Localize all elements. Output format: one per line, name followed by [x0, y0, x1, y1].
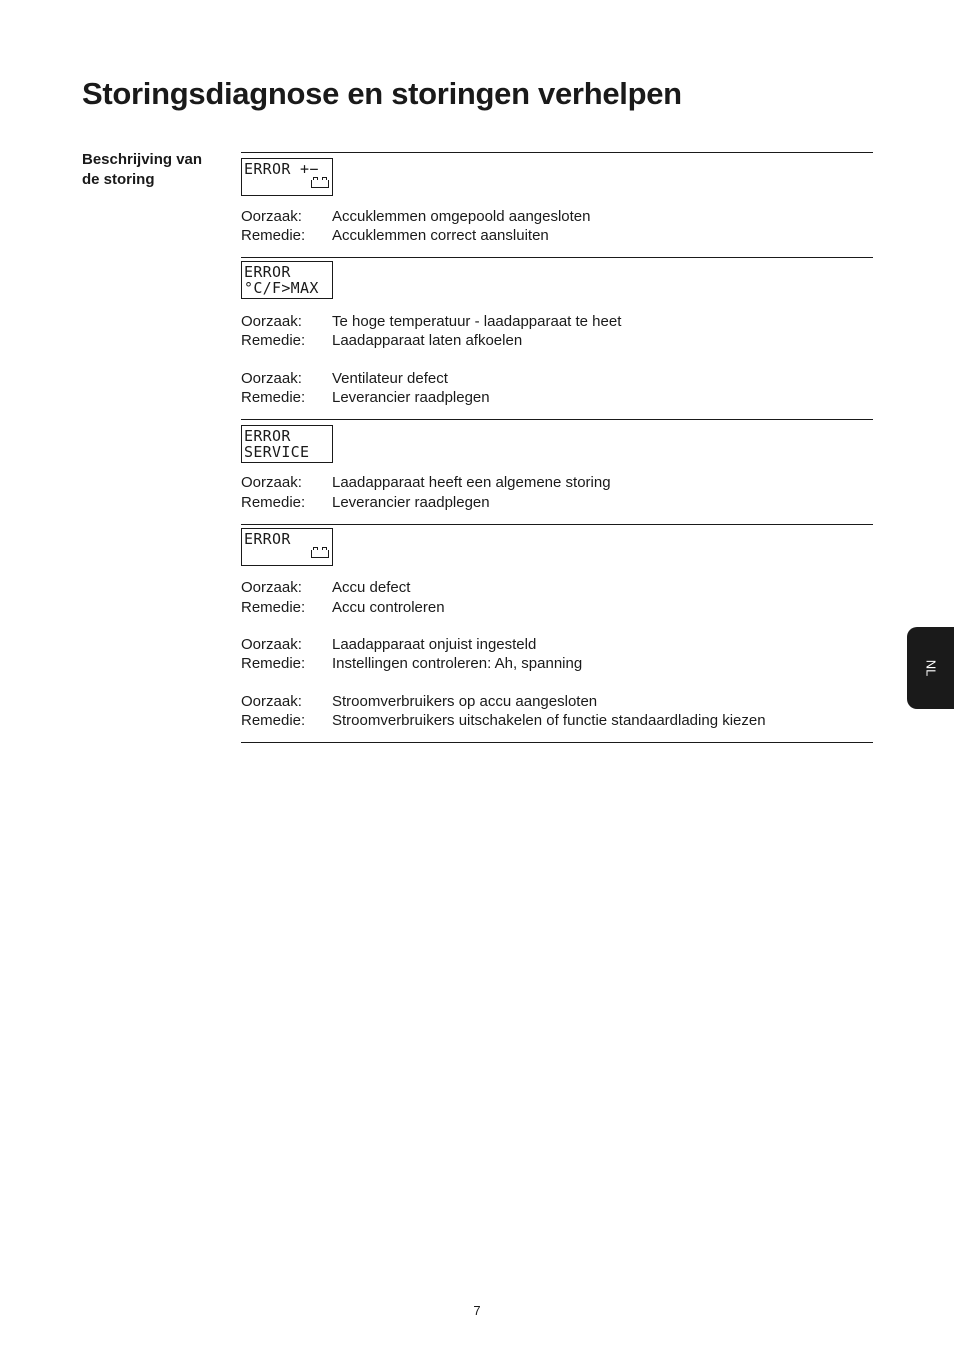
cause-row [241, 369, 448, 388]
language-tab-label: NL [923, 659, 938, 677]
cause-label: Oorzaak: [241, 693, 302, 710]
cause-label: Oorzaak: [241, 208, 302, 225]
page-title: Storingsdiagnose en storingen verhelpen [82, 76, 682, 111]
section-label-line: de storing [82, 171, 155, 188]
divider [241, 257, 873, 258]
error-display [241, 528, 333, 566]
remedy-label: Remedie: [241, 227, 306, 244]
remedy-label: Remedie: [241, 712, 306, 729]
cause-text: Accu defect [332, 579, 411, 596]
remedy-row [241, 654, 582, 673]
divider [241, 524, 873, 525]
display-line: ERROR [244, 530, 291, 548]
remedy-row [241, 331, 522, 350]
remedy-label: Remedie: [241, 655, 306, 672]
display-line: ERROR [244, 263, 291, 281]
remedy-row [241, 711, 766, 730]
divider [241, 742, 873, 743]
remedy-text: Laadapparaat laten afkoelen [332, 332, 523, 349]
display-line: ERROR +− [244, 160, 319, 178]
battery-icon [311, 180, 329, 188]
cause-text: Ventilateur defect [332, 370, 448, 387]
remedy-label: Remedie: [241, 599, 306, 616]
cause-text: Laadapparaat heeft een algemene storing [332, 474, 611, 491]
language-tab [907, 627, 954, 709]
remedy-label: Remedie: [241, 389, 306, 406]
section-label [82, 150, 227, 190]
cause-label: Oorzaak: [241, 474, 302, 491]
cause-label: Oorzaak: [241, 636, 302, 653]
cause-label: Oorzaak: [241, 370, 302, 387]
cause-row [241, 578, 410, 597]
remedy-label: Remedie: [241, 494, 306, 511]
remedy-row [241, 226, 549, 245]
display-line: °C/F>MAX [244, 279, 319, 297]
cause-text: Te hoge temperatuur - laadapparaat te heet [332, 313, 622, 330]
error-display [241, 261, 333, 299]
cause-row [241, 312, 621, 331]
remedy-row [241, 388, 490, 407]
section-label-line: Beschrijving van [82, 151, 203, 168]
cause-row [241, 635, 536, 654]
cause-row [241, 207, 591, 226]
remedy-text: Accuklemmen correct aansluiten [332, 227, 549, 244]
cause-text: Accuklemmen omgepoold aangesloten [332, 208, 591, 225]
divider [241, 152, 873, 153]
cause-text: Stroomverbruikers op accu aangesloten [332, 693, 598, 710]
remedy-text: Leverancier raadplegen [332, 389, 490, 406]
cause-label: Oorzaak: [241, 579, 302, 596]
display-line: ERROR [244, 427, 291, 445]
remedy-row [241, 598, 445, 617]
divider [241, 419, 873, 420]
error-display [241, 158, 333, 196]
remedy-text: Stroomverbruikers uitschakelen of functie standaardlading kiezen [332, 712, 766, 729]
error-display [241, 425, 333, 463]
cause-text: Laadapparaat onjuist ingesteld [332, 636, 537, 653]
display-line: SERVICE [244, 443, 310, 461]
remedy-label: Remedie: [241, 332, 306, 349]
cause-label: Oorzaak: [241, 313, 302, 330]
remedy-text: Accu controleren [332, 599, 445, 616]
cause-row [241, 473, 611, 492]
battery-icon [311, 550, 329, 558]
remedy-text: Leverancier raadplegen [332, 494, 490, 511]
remedy-row [241, 493, 490, 512]
remedy-text: Instellingen controleren: Ah, spanning [332, 655, 583, 672]
cause-row [241, 692, 597, 711]
page-number: 7 [473, 1303, 481, 1318]
